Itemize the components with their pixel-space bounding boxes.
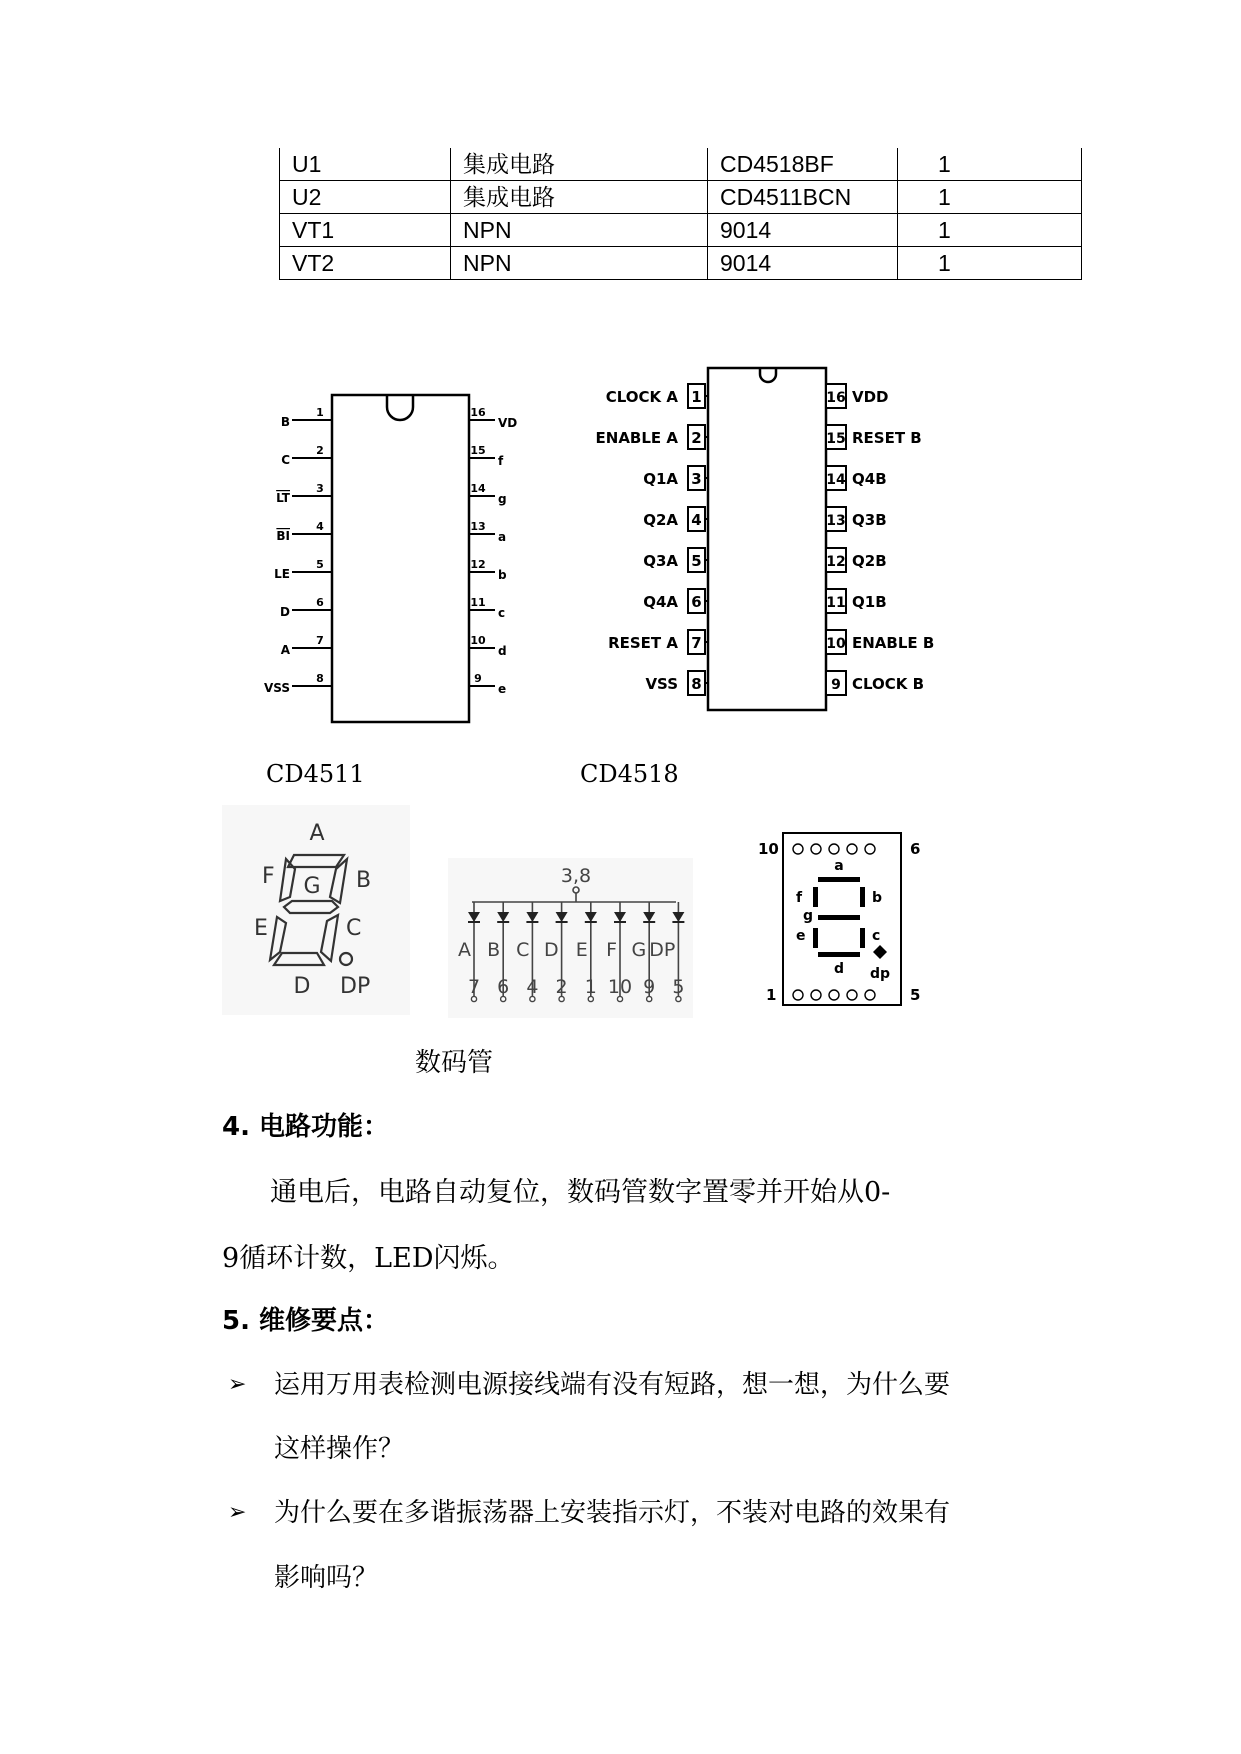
- cd4511-pin-number: 9: [474, 672, 482, 685]
- cd4518-pin-number: 14: [826, 472, 846, 488]
- diode-pin-number: 2: [555, 976, 568, 998]
- cd4511-pin-name: a: [498, 530, 507, 544]
- section-5-heading: 5. 维修要点：: [222, 1306, 390, 1336]
- cd4511-pin-name: D: [280, 605, 290, 619]
- section-4-line-1: 通电后，电路自动复位，数码管数字置零并开始从0-: [270, 1177, 891, 1208]
- led-diode-diagram: [448, 858, 693, 1018]
- segment-label-f: F: [262, 864, 275, 889]
- cd4518-pin-name: Q1A: [643, 470, 678, 488]
- bullet-1-line-2: 这样操作？: [274, 1434, 405, 1464]
- cd4518-caption: CD4518: [580, 760, 679, 788]
- cd4518-pin-name: Q2B: [852, 552, 887, 570]
- cd4518-pin-number: 16: [826, 390, 846, 406]
- cd4511-pin-name: B: [280, 415, 290, 429]
- cd4511-pin-number: 2: [316, 444, 324, 457]
- bullet-1-line-1: 运用万用表检测电源接线端有没有短路，想一想，为什么要: [274, 1370, 951, 1400]
- parts-table: [279, 148, 1082, 280]
- cd4518-pin-name: Q4B: [852, 470, 887, 488]
- type-cell: 集成电路: [451, 181, 708, 214]
- cd4518-pin-name: Q1B: [852, 593, 887, 611]
- model-cell: CD4511BCN: [708, 181, 898, 214]
- table-row: [280, 247, 1082, 280]
- cd4518-pin-number: 5: [691, 552, 702, 570]
- cd4518-right-pins: [826, 384, 934, 695]
- bullet-2-line-2: 影响吗？: [274, 1563, 379, 1593]
- package-pin-10: 10: [758, 840, 779, 858]
- segment-label-g: G: [303, 874, 321, 899]
- cd4511-pin-name: VD: [498, 416, 518, 430]
- cd4518-pin-number: 1: [691, 388, 702, 406]
- cd4518-pin-name: Q2A: [643, 511, 678, 529]
- package-pin-6: 6: [910, 840, 921, 858]
- cd4511-pin-number: 15: [470, 444, 486, 457]
- package-seg-a: a: [834, 858, 844, 874]
- cd4511-pin-name: f: [498, 454, 504, 468]
- cd4518-pin-name: Q3B: [852, 511, 887, 529]
- segment-label-d: D: [293, 974, 311, 999]
- cd4518-pin-name: Q3A: [643, 552, 678, 570]
- cd4511-right-pins: [469, 406, 517, 696]
- cd4518-pin-number: 6: [691, 593, 702, 611]
- model-cell: 9014: [708, 214, 898, 247]
- cd4518-pin-number: 3: [691, 470, 702, 488]
- table-row: [280, 181, 1082, 214]
- cd4518-pin-name: VDD: [852, 388, 889, 406]
- package-seg-b: b: [872, 890, 883, 906]
- cd4518-pin-name: CLOCK A: [605, 388, 678, 406]
- diode-label: G: [631, 939, 647, 961]
- cd4511-pin-number: 13: [470, 520, 486, 533]
- ref-cell: U2: [280, 181, 451, 214]
- diode-label: F: [606, 939, 617, 961]
- cd4511-pin-name: b: [498, 568, 507, 582]
- cd4518-pin-name: Q4A: [643, 593, 678, 611]
- package-seg-dp: dp: [869, 966, 891, 982]
- qty-cell: 1: [898, 247, 1082, 280]
- ref-cell: VT1: [280, 214, 451, 247]
- cd4511-pin-number: 1: [316, 406, 324, 419]
- cd4518-pin-number: 7: [691, 634, 702, 652]
- diode-label: D: [543, 939, 559, 961]
- cd4518-pin-number: 2: [691, 429, 702, 447]
- cd4511-pin-number: 10: [470, 634, 486, 647]
- cd4518-pin-name: VSS: [645, 675, 678, 693]
- package-pin-5: 5: [910, 986, 921, 1004]
- cd4518-pin-name: RESET B: [852, 429, 922, 447]
- package-seg-c: c: [872, 928, 881, 944]
- cd4511-pinout-diagram: [263, 385, 530, 730]
- cd4511-pin-number: 3: [316, 482, 324, 495]
- cd4511-pin-name: VSS: [263, 681, 290, 695]
- model-cell: CD4518BF: [708, 148, 898, 181]
- bullet-arrow-icon: ➢: [228, 1500, 247, 1525]
- cd4511-caption: CD4511: [266, 760, 365, 788]
- seven-segment-illustration: [222, 805, 410, 1015]
- cd4518-pin-number: 8: [691, 675, 702, 693]
- cd4518-pin-name: ENABLE A: [595, 429, 678, 447]
- qty-cell: 1: [898, 181, 1082, 214]
- cd4511-pin-name: LE: [274, 567, 290, 581]
- segment-label-e: E: [254, 916, 268, 941]
- cd4518-pin-number: 15: [826, 431, 846, 447]
- bullet-arrow-icon: ➢: [228, 1372, 247, 1397]
- diode-label: A: [458, 939, 471, 961]
- cd4518-pin-name: CLOCK B: [852, 675, 925, 693]
- diode-pin-number: 6: [497, 976, 510, 998]
- cd4518-pin-number: 13: [826, 513, 846, 529]
- cd4511-pin-number: 16: [470, 406, 486, 419]
- cd4518-pinout-diagram: [590, 362, 950, 717]
- diode-pin-number: 10: [607, 976, 633, 998]
- diode-pin-number: 9: [643, 976, 656, 998]
- cd4511-pin-number: 6: [316, 596, 324, 609]
- common-pin-label: 3,8: [560, 865, 592, 887]
- cd4511-pin-number: 4: [316, 520, 324, 533]
- package-seg-e: e: [796, 928, 806, 944]
- cd4511-pin-name: A: [280, 643, 290, 657]
- cd4511-pin-name: c: [498, 606, 506, 620]
- type-cell: 集成电路: [451, 148, 708, 181]
- cd4518-pin-number: 4: [691, 511, 702, 529]
- cd4511-pin-number: 11: [470, 596, 486, 609]
- cd4518-pin-number: 10: [826, 636, 846, 652]
- display-caption: 数码管: [415, 1048, 494, 1078]
- model-cell: 9014: [708, 247, 898, 280]
- seven-segment-package-diagram: [750, 828, 935, 1013]
- qty-cell: 1: [898, 148, 1082, 181]
- cd4511-pin-number: 12: [470, 558, 486, 571]
- segment-label-c: C: [346, 916, 362, 941]
- cd4518-pin-name: ENABLE B: [852, 634, 935, 652]
- type-cell: NPN: [451, 214, 708, 247]
- section-4-heading: 4. 电路功能：: [222, 1112, 390, 1142]
- cd4511-pin-number: 14: [470, 482, 486, 495]
- cd4511-pin-name: e: [498, 682, 507, 696]
- cd4511-pin-number: 8: [316, 672, 324, 685]
- cd4511-pin-number: 5: [316, 558, 324, 571]
- ref-cell: U1: [280, 148, 451, 181]
- cd4518-pin-name: RESET A: [608, 634, 678, 652]
- bullet-2-line-1: 为什么要在多谐振荡器上安装指示灯，不装对电路的效果有: [274, 1498, 951, 1528]
- package-seg-g: g: [803, 908, 814, 924]
- cd4511-pin-number: 7: [316, 634, 324, 647]
- segment-label-dp: DP: [340, 974, 371, 999]
- cd4518-pin-number: 11: [826, 595, 846, 611]
- cd4511-pin-name: BI: [276, 529, 290, 543]
- table-row: [280, 214, 1082, 247]
- package-seg-f: f: [796, 890, 803, 906]
- diode-label: C: [516, 939, 530, 961]
- cd4511-pin-name: d: [498, 644, 507, 658]
- diode-pin-number: 7: [467, 976, 481, 998]
- diode-pin-number: 5: [672, 976, 685, 998]
- package-seg-d: d: [833, 961, 845, 977]
- segment-label-a: A: [309, 821, 325, 846]
- package-pin-1: 1: [766, 986, 777, 1004]
- type-cell: NPN: [451, 247, 708, 280]
- segment-label-b: B: [356, 868, 372, 893]
- section-4-line-2: 9循环计数，LED闪烁。: [222, 1243, 515, 1274]
- cd4518-left-pins: [596, 384, 708, 695]
- diode-pin-number: 4: [526, 976, 539, 998]
- ref-cell: VT2: [280, 247, 451, 280]
- qty-cell: 1: [898, 214, 1082, 247]
- cd4518-pin-number: 12: [826, 554, 846, 570]
- cd4511-pin-name: LT: [276, 491, 290, 505]
- table-row: [280, 148, 1082, 181]
- diode-pin-number: 1: [584, 976, 597, 998]
- cd4511-pin-name: C: [281, 453, 290, 467]
- cd4511-pin-name: g: [498, 492, 507, 506]
- cd4518-pin-number: 9: [831, 677, 841, 693]
- diode-label: DP: [649, 939, 676, 961]
- diode-label: B: [487, 939, 501, 961]
- cd4511-left-pins: [264, 406, 332, 695]
- diode-label: E: [575, 939, 588, 961]
